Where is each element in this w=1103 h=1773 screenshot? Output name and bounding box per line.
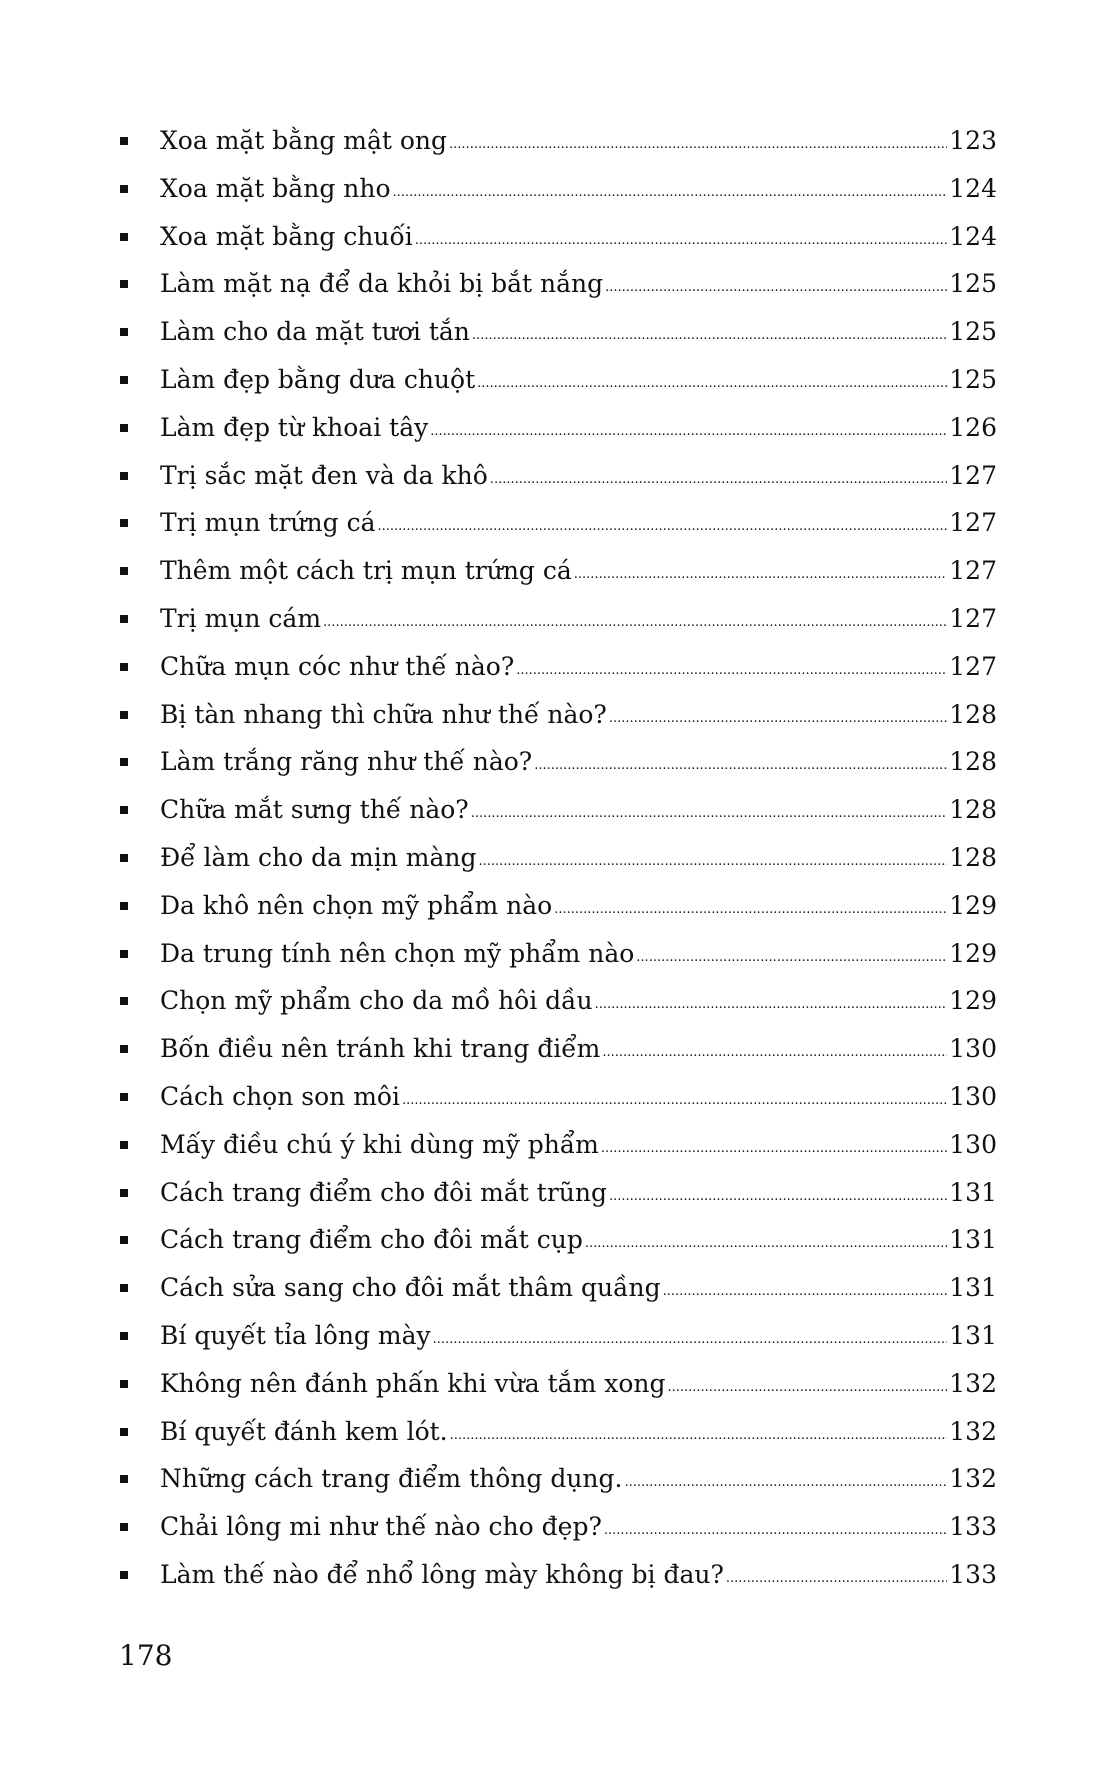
dot-leader (450, 1424, 948, 1448)
bullet-square-icon (120, 902, 128, 910)
bullet-square-icon (120, 1141, 128, 1149)
bullet-square-icon (120, 1332, 128, 1340)
bullet-square-icon (120, 1428, 128, 1436)
toc-entry-title: Làm mặt nạ để da khỏi bị bắt nắng (160, 269, 604, 299)
dot-leader (478, 850, 947, 874)
toc-entry-title: Cách trang điểm cho đôi mắt cụp (160, 1225, 583, 1255)
bullet-square-icon (120, 1284, 128, 1292)
toc-entry-title: Làm trắng răng như thế nào? (160, 747, 533, 777)
toc-entry[interactable] (120, 934, 997, 982)
toc-entry-title: Làm thế nào để nhổ lông mày không bị đau? (160, 1559, 724, 1589)
dot-leader (433, 1328, 948, 1352)
toc-entry[interactable] (120, 647, 997, 695)
toc-entry-page: 127 (949, 508, 997, 538)
toc-entry[interactable] (120, 360, 997, 408)
toc-entry[interactable] (120, 1029, 997, 1077)
toc-entry-page: 133 (949, 1559, 997, 1589)
toc-entry[interactable] (120, 503, 997, 551)
toc-entry-page: 129 (949, 938, 997, 968)
toc-entry[interactable] (120, 1173, 997, 1221)
toc-entry-page: 127 (949, 556, 997, 586)
bullet-square-icon (120, 137, 128, 145)
dot-leader (516, 659, 947, 683)
toc-entry-page: 131 (949, 1273, 997, 1303)
dot-leader (449, 133, 947, 157)
toc-entry-title: Cách sửa sang cho đôi mắt thâm quầng (160, 1273, 661, 1303)
toc-entry-title: Bí quyết đánh kem lót. (160, 1416, 448, 1446)
bullet-square-icon (120, 663, 128, 671)
toc-entry-title: Để làm cho da mịn màng (160, 842, 477, 872)
toc-entry-page: 123 (949, 126, 997, 155)
toc-entry-title: Bí quyết tỉa lông mày (160, 1320, 431, 1350)
toc-entry-title: Chải lông mi như thế nào cho đẹp? (160, 1512, 602, 1542)
bullet-square-icon (120, 185, 128, 193)
toc-entry-title: Trị sắc mặt đen và da khô (160, 460, 488, 490)
dot-leader (574, 563, 948, 587)
toc-entry[interactable] (120, 121, 997, 169)
toc-entry-title: Cách trang điểm cho đôi mắt trũng (160, 1177, 607, 1207)
toc-entry[interactable] (120, 408, 997, 456)
dot-leader (402, 1089, 947, 1113)
toc-entry[interactable] (120, 599, 997, 647)
toc-entry[interactable] (120, 264, 997, 312)
dot-leader (609, 707, 947, 731)
dot-leader (624, 1471, 947, 1495)
toc-entry-page: 127 (949, 603, 997, 633)
dot-leader (472, 324, 947, 348)
bullet-square-icon (120, 280, 128, 288)
bullet-square-icon (120, 328, 128, 336)
toc-entry-title: Trị mụn cám (160, 603, 322, 633)
toc-entry-title: Xoa mặt bằng chuối (160, 221, 413, 251)
table-of-contents (120, 121, 997, 1603)
bullet-square-icon (120, 424, 128, 432)
bullet-square-icon (120, 1475, 128, 1483)
dot-leader (430, 420, 947, 444)
toc-entry-page: 129 (949, 890, 997, 920)
toc-entry-page: 131 (949, 1177, 997, 1207)
dot-leader (604, 1519, 947, 1543)
toc-entry[interactable] (120, 1268, 997, 1316)
toc-entry-title: Chữa mụn cóc như thế nào? (160, 651, 515, 681)
bullet-square-icon (120, 376, 128, 384)
toc-entry[interactable] (120, 1412, 997, 1460)
toc-entry[interactable] (120, 312, 997, 360)
toc-entry-page: 130 (949, 1081, 997, 1111)
toc-entry-title: Chọn mỹ phẩm cho da mồ hôi dầu (160, 986, 593, 1016)
bullet-square-icon (120, 1093, 128, 1101)
dot-leader (534, 754, 947, 778)
dot-leader (726, 1567, 947, 1591)
dot-leader (601, 1137, 947, 1161)
toc-entry-page: 124 (949, 221, 997, 251)
toc-entry-page: 132 (949, 1368, 997, 1398)
dot-leader (415, 229, 948, 253)
toc-entry-title: Thêm một cách trị mụn trứng cá (160, 556, 572, 586)
toc-entry-title: Làm đẹp từ khoai tây (160, 412, 429, 442)
toc-entry-title: Cách chọn son môi (160, 1081, 400, 1111)
toc-entry-title: Làm đẹp bằng dưa chuột (160, 364, 476, 394)
toc-entry[interactable] (120, 790, 997, 838)
toc-entry[interactable] (120, 886, 997, 934)
toc-entry-page: 128 (949, 795, 997, 825)
toc-entry[interactable] (120, 1077, 997, 1125)
toc-entry[interactable] (120, 1316, 997, 1364)
toc-entry-page: 132 (949, 1416, 997, 1446)
toc-entry-title: Xoa mặt bằng nho (160, 173, 391, 203)
toc-entry-title: Làm cho da mặt tươi tắn (160, 317, 470, 347)
dot-leader (377, 515, 947, 539)
toc-entry[interactable] (120, 695, 997, 743)
toc-entry-page: 131 (949, 1320, 997, 1350)
toc-entry[interactable] (120, 1220, 997, 1268)
bullet-square-icon (120, 1045, 128, 1053)
toc-entry-page: 125 (949, 364, 997, 394)
toc-entry-title: Không nên đánh phấn khi vừa tắm xong (160, 1368, 666, 1398)
bullet-square-icon (120, 806, 128, 814)
toc-entry[interactable] (120, 1507, 997, 1555)
toc-entry[interactable] (120, 1125, 997, 1173)
dot-leader (663, 1280, 948, 1304)
toc-entry-page: 127 (949, 460, 997, 490)
toc-entry-title: Da khô nên chọn mỹ phẩm nào (160, 890, 553, 920)
toc-entry-page: 128 (949, 842, 997, 872)
toc-entry-title: Chữa mắt sưng thế nào? (160, 795, 469, 825)
toc-entry[interactable] (120, 981, 997, 1029)
bullet-square-icon (120, 615, 128, 623)
toc-entry-page: 125 (949, 269, 997, 299)
toc-entry-title: Những cách trang điểm thông dụng. (160, 1464, 623, 1494)
dot-leader (636, 946, 947, 970)
toc-entry-title: Bốn điều nên tránh khi trang điểm (160, 1034, 601, 1064)
dot-leader (609, 1185, 947, 1209)
dot-leader (471, 802, 948, 826)
bullet-square-icon (120, 472, 128, 480)
toc-entry-title: Da trung tính nên chọn mỹ phẩm nào (160, 938, 635, 968)
toc-entry[interactable] (120, 1364, 997, 1412)
toc-entry[interactable] (120, 1459, 997, 1507)
toc-entry[interactable] (120, 1555, 997, 1603)
toc-entry-title: Mấy điều chú ý khi dùng mỹ phẩm (160, 1129, 599, 1159)
dot-leader (393, 181, 948, 205)
bullet-square-icon (120, 758, 128, 766)
toc-entry-page: 130 (949, 1034, 997, 1064)
dot-leader (490, 468, 947, 492)
bullet-square-icon (120, 854, 128, 862)
toc-entry[interactable] (120, 169, 997, 217)
page-number: 178 (119, 1639, 173, 1672)
dot-leader (605, 276, 947, 300)
toc-entry-page: 128 (949, 747, 997, 777)
bullet-square-icon (120, 950, 128, 958)
bullet-square-icon (120, 1523, 128, 1531)
toc-entry-page: 132 (949, 1464, 997, 1494)
dot-leader (554, 898, 947, 922)
bullet-square-icon (120, 997, 128, 1005)
toc-entry-page: 129 (949, 986, 997, 1016)
dot-leader (595, 993, 948, 1017)
dot-leader (323, 611, 947, 635)
toc-entry-title: Xoa mặt bằng mật ong (160, 126, 448, 155)
toc-entry[interactable] (120, 742, 997, 790)
toc-entry-page: 124 (949, 173, 997, 203)
bullet-square-icon (120, 233, 128, 241)
dot-leader (477, 372, 947, 396)
bullet-square-icon (120, 1571, 128, 1579)
dot-leader (602, 1041, 947, 1065)
bullet-square-icon (120, 1236, 128, 1244)
bullet-square-icon (120, 1380, 128, 1388)
bullet-square-icon (120, 567, 128, 575)
toc-entry-title: Trị mụn trứng cá (160, 508, 376, 538)
bullet-square-icon (120, 1189, 128, 1197)
toc-entry[interactable] (120, 217, 997, 265)
toc-entry-page: 130 (949, 1129, 997, 1159)
dot-leader (667, 1376, 947, 1400)
toc-entry-page: 133 (949, 1512, 997, 1542)
toc-entry-page: 128 (949, 699, 997, 729)
toc-entry-page: 127 (949, 651, 997, 681)
bullet-square-icon (120, 711, 128, 719)
toc-entry-page: 131 (949, 1225, 997, 1255)
toc-entry-page: 125 (949, 317, 997, 347)
toc-entry-page: 126 (949, 412, 997, 442)
toc-entry[interactable] (120, 456, 997, 504)
toc-entry[interactable] (120, 551, 997, 599)
toc-entry[interactable] (120, 838, 997, 886)
dot-leader (585, 1232, 947, 1256)
bullet-square-icon (120, 519, 128, 527)
toc-entry-title: Bị tàn nhang thì chữa như thế nào? (160, 699, 607, 729)
